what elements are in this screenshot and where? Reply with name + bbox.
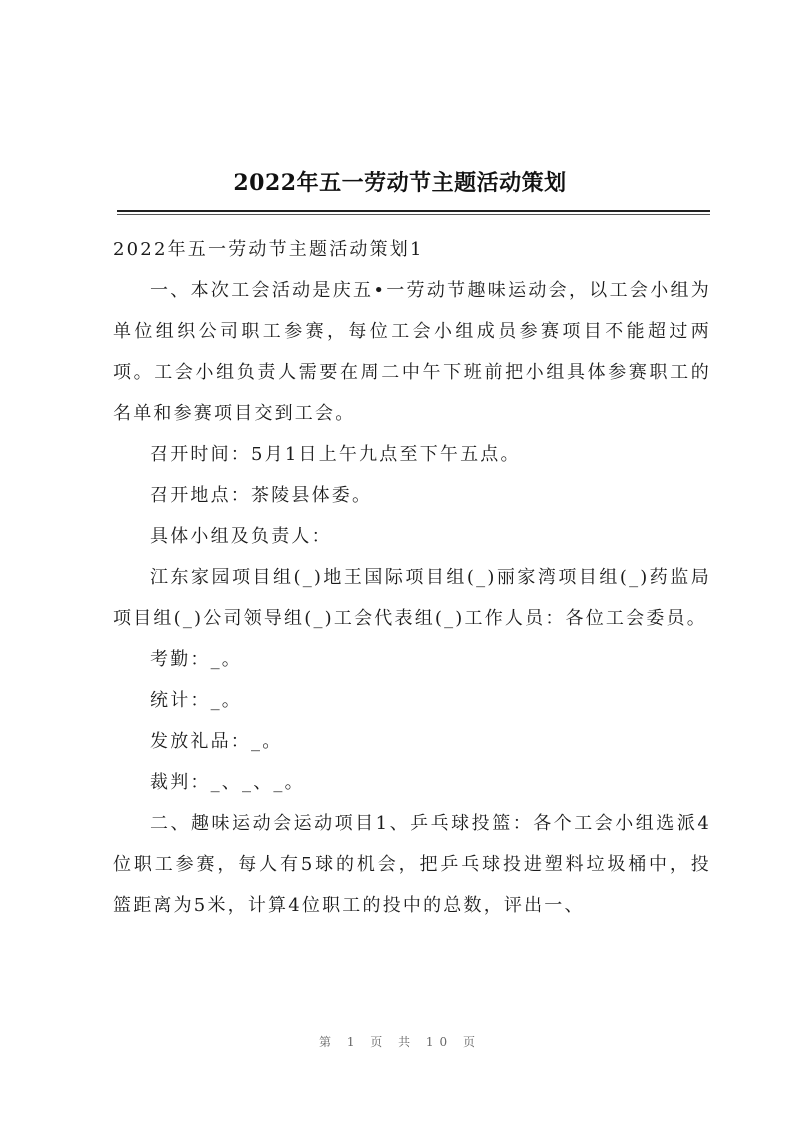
paragraph-groups-heading: 具体小组及负责人： <box>150 526 332 547</box>
paragraph-statistics: 统计：_。 <box>150 690 242 711</box>
section-heading: 2022年五一劳动节主题活动策划1 <box>113 239 424 260</box>
title-divider <box>117 210 710 212</box>
paragraph-intro: 一、本次工会活动是庆五•一劳动节趣味运动会，以工会小组为单位组织公司职工参赛，每位工会小组成员参赛项目不能超过两项。工会小组负责人需要在周二中午下班前把小组具体参赛职工的名单和参赛项目交到工会。 <box>113 280 711 424</box>
paragraph-gifts: 发放礼品：_。 <box>150 731 283 752</box>
paragraph-referees: 裁判：_、_、_。 <box>150 772 305 793</box>
paragraph-location: 召开地点：茶陵县体委。 <box>150 485 373 506</box>
title-divider-thin <box>117 214 710 215</box>
page-number-footer: 第 1 页 共 10 页 <box>319 1035 481 1049</box>
document-body <box>113 229 711 926</box>
document-title: 2022年五一劳动节主题活动策划 <box>233 170 567 196</box>
paragraph-groups: 江东家园项目组(_)地王国际项目组(_)丽家湾项目组(_)药监局项目组(_)公司领导组(_)工会代表组(_)工作人员：各位工会委员。 <box>113 567 711 629</box>
paragraph-attendance: 考勤：_。 <box>150 649 242 670</box>
paragraph-events: 二、趣味运动会运动项目1、乒乓球投篮：各个工会小组选派4位职工参赛，每人有5球的机会，把乒乓球投进塑料垃圾桶中，投篮距离为5米，计算4位职工的投中的总数，评出一、 <box>113 813 711 916</box>
paragraph-time: 召开时间：5月1日上午九点至下午五点。 <box>150 444 521 465</box>
